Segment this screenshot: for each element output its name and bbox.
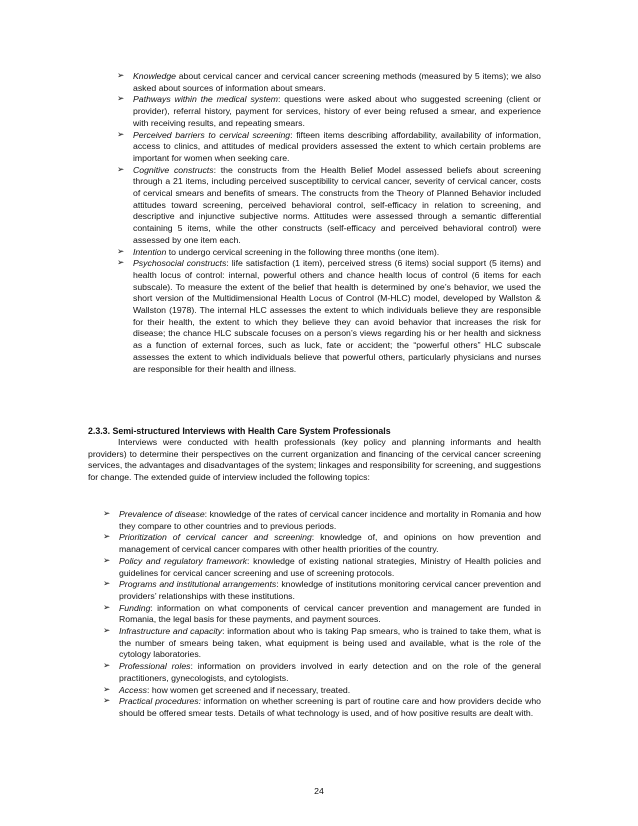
item-term: Knowledge: [133, 71, 176, 81]
list-item: [117, 165, 541, 247]
list-item: [103, 603, 541, 626]
item-term: Pathways within the medical system: [133, 94, 278, 105]
list-item: [117, 247, 541, 259]
item-term: Psychosocial constructs: [133, 258, 227, 269]
list-item: [117, 94, 541, 129]
item-text: : questions were asked about who suggested screening (client or provider), referral history, payment for services, history of ever being refused a smear, and experience with receiving results, and repeating smears.: [133, 94, 541, 128]
item-text: information on whether screening is part of routine care and how providers decide who should be offered smear tests. Details of what technology is used, and of how positive results are dealt with.: [119, 696, 542, 718]
survey-measures-list: [117, 71, 541, 375]
item-text: to undergo cervical screening in the following three months (one item).: [166, 246, 440, 257]
list-item: [103, 696, 541, 719]
item-term: Infrastructure and capacity: [119, 626, 223, 637]
item-term: Prevalence of disease: [119, 509, 205, 519]
item-term: Policy and regulatory framework: [119, 555, 247, 566]
arrow-bullet-icon: ➢: [103, 661, 111, 672]
item-term: Funding: [119, 602, 151, 613]
item-term: Intention: [133, 246, 167, 257]
arrow-bullet-icon: ➢: [103, 626, 111, 637]
item-text: : knowledge of, and opinions on how prevention and management of cervical cancer compares with other health priorities of the country.: [119, 532, 541, 555]
item-text: : information on providers involved in early detection and on the role of the general practitioners, gynecologists, and cytologists.: [119, 661, 541, 683]
section-heading: 2.3.3. Semi-structured Interviews with Health Care System Professionals: [88, 426, 391, 436]
item-text: : the constructs from the Health Belief Model assessed beliefs about screening through a 21 items, including perceived susceptibility to cervical cancer, severity of cervical cancer, costs of cervical smears and benefits of smears. The constructs from the Theory of Planned Behavior included attitudes toward screening, perceived behavioral control, self-efficacy in relation to screening, and descriptive and injunctive subjective norms. Attitudes were assessed through a semantic differential containing 5 items, while the other constructs (self-efficacy and perceived behavioral control) were assessed by one item each.: [133, 164, 541, 245]
arrow-bullet-icon: ➢: [117, 71, 125, 81]
item-text: : information on what components of cervical cancer prevention and management are funded in Romania, the legal basis for these payments, and payment sources.: [119, 602, 541, 625]
list-item: [103, 556, 541, 579]
item-text: : how women get screened and if necessary, treated.: [147, 684, 351, 695]
item-text: about cervical cancer and cervical cancer screening methods (measured by 5 items); we also asked about sources of information about smears.: [133, 71, 541, 93]
arrow-bullet-icon: ➢: [103, 602, 111, 613]
item-text: : life satisfaction (1 item), perceived stress (6 items) social support (5 items) and health locus of control: internal, powerful others and chance health locus of control (6 items for each subscale). To measure the extent of the belief that health is determined by one’s behavior, we used the short version of the Multidimensional Health Locus of Control (M-HLC) model, developed by Wallston & Wallston (1978). The internal HLC assesses the extent to which individuals believe they are responsible for their health, the extent to which they believe they can avoid behavior that increases the risk for disease; the chance HLC subscale focuses on a person’s views regarding his or her health and sickness as a function of external forces, such as luck, fate or accident; the “powerful others” HLC subscale assesses the extent to which individuals believe that powerful others, particularly physicians and nurses are responsible for their health and illness.: [133, 258, 541, 374]
arrow-bullet-icon: ➢: [117, 164, 125, 175]
item-term: Perceived barriers to cervical screening: [133, 129, 291, 140]
item-term: Practical procedures:: [119, 696, 201, 707]
item-term: Cognitive constructs: [133, 164, 214, 175]
arrow-bullet-icon: ➢: [103, 684, 111, 695]
item-text: : information about who is taking Pap smears, who is trained to take them, what is the number of smears being taken, what equipment is being used and available, what is the role of the cytology laboratories.: [119, 626, 542, 660]
list-item: [117, 71, 541, 94]
item-term: Prioritization of cervical cancer and screening: [119, 532, 312, 543]
item-text: : knowledge of existing national strategies, Ministry of Health policies and guidelines for cervical cancer screening and use of screening protocols.: [119, 555, 541, 578]
arrow-bullet-icon: ➢: [103, 696, 111, 707]
arrow-bullet-icon: ➢: [103, 555, 111, 566]
arrow-bullet-icon: ➢: [103, 579, 111, 590]
page-number: 24: [314, 786, 324, 796]
item-text: : knowledge of institutions monitoring cervical cancer prevention and providers’ relationships with these institutions.: [119, 579, 541, 601]
item-text: : knowledge of the rates of cervical cancer incidence and mortality in Romania and how they compare to other countries and to previous periods.: [119, 509, 541, 531]
list-item: [103, 532, 541, 555]
list-item: [103, 685, 541, 697]
list-item: [103, 509, 541, 532]
list-item: [103, 626, 541, 661]
item-term: Access: [119, 684, 148, 695]
item-term: Programs and institutional arrangements: [119, 579, 277, 590]
list-item: [117, 258, 541, 375]
arrow-bullet-icon: ➢: [117, 246, 125, 257]
arrow-bullet-icon: ➢: [117, 258, 125, 269]
item-text: : fifteen items describing affordability, availability of information, access to clinics, and attitudes of medical providers assessed the extent to which certain problems are important for women when seeking care.: [133, 129, 541, 163]
arrow-bullet-icon: ➢: [103, 509, 111, 519]
list-item: [103, 579, 541, 602]
arrow-bullet-icon: ➢: [117, 129, 125, 140]
interview-topics-list: [103, 509, 541, 720]
arrow-bullet-icon: ➢: [103, 532, 111, 543]
list-item: [103, 661, 541, 684]
item-term: Professional roles: [119, 661, 191, 672]
section-paragraph: Interviews were conducted with health professionals (key policy and planning informants and health providers) to determine their perspectives on the current organization and financing of the cervical cancer screening services, the advantages and disadvantages of the system; linkages and responsibility for screening, and suggestions for change. The extended guide of interview included the following topics:: [88, 437, 541, 483]
arrow-bullet-icon: ➢: [117, 94, 125, 105]
list-item: [117, 130, 541, 165]
